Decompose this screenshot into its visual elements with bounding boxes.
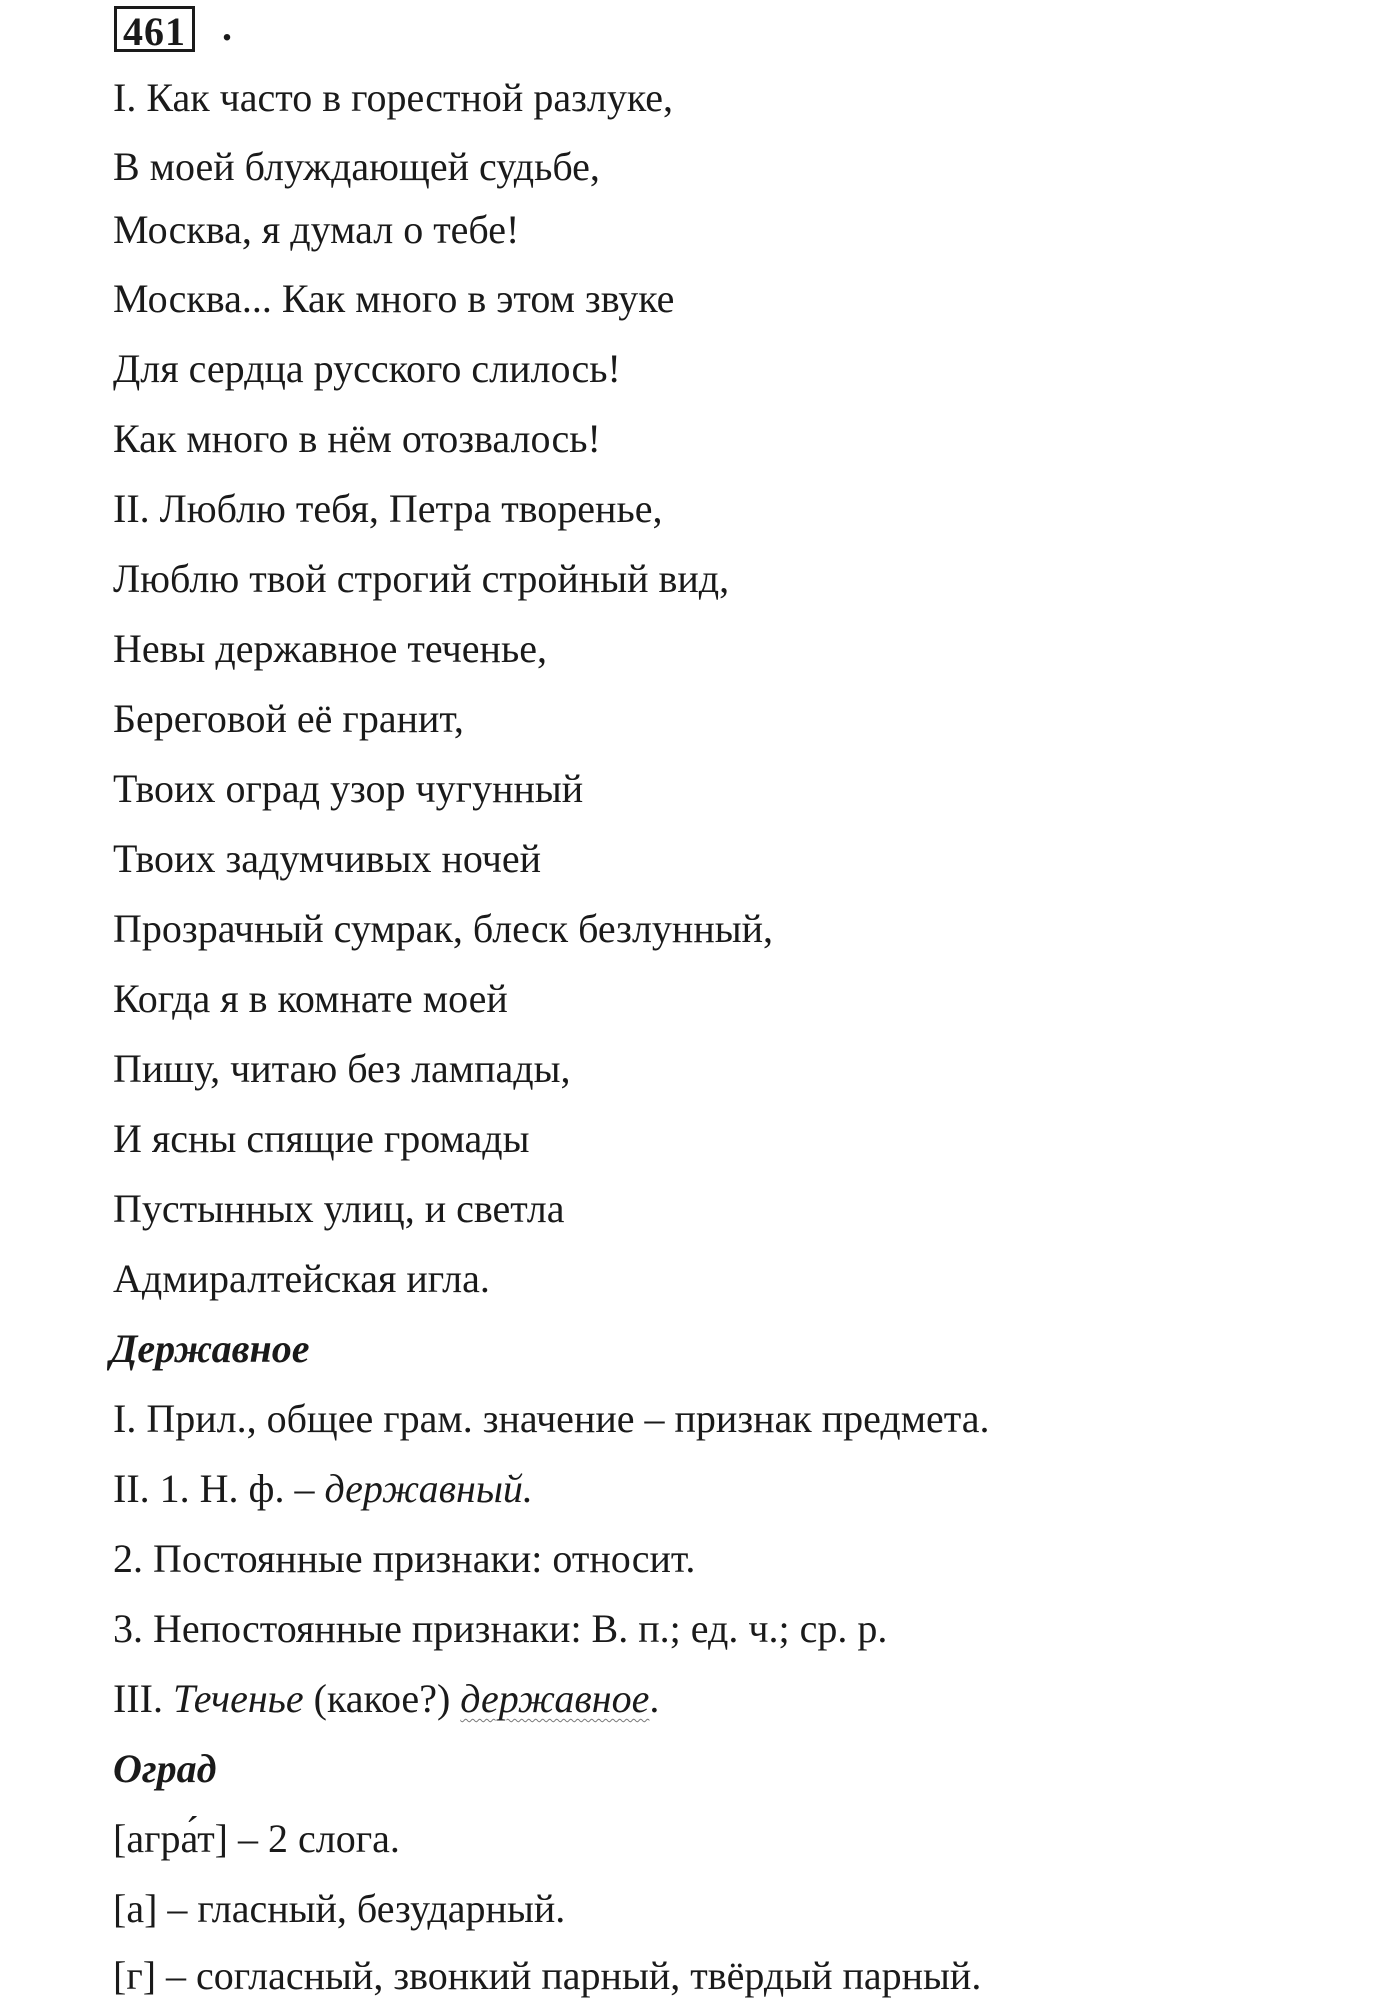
analysis-line: [а] – гласный, безударный. <box>113 1886 566 1931</box>
analysis-text: II. 1. Н. ф. – <box>113 1466 325 1511</box>
poem-line: Пишу, читаю без лампады, <box>113 1046 571 1091</box>
analysis-heading-derzhavnoe: Державное <box>110 1326 310 1371</box>
analysis-question: (какое?) <box>303 1676 461 1721</box>
poem-line: Твоих оград узор чугунный <box>113 766 584 811</box>
analysis-text: III. <box>113 1676 173 1721</box>
analysis-line <box>113 1465 533 1513</box>
analysis-line: [г] – согласный, звонкий парный, твёрдый парный. <box>113 1953 982 1998</box>
analysis-heading-ograd: Оград <box>113 1746 217 1791</box>
exercise-number-dot: . <box>222 4 232 49</box>
poem-line: Пустынных улиц, и светла <box>113 1186 565 1231</box>
poem-line: Как много в нём отозвалось! <box>113 416 601 461</box>
poem-line: Когда я в комнате моей <box>113 976 508 1021</box>
analysis-line: 2. Постоянные признаки: относит. <box>113 1536 696 1581</box>
analysis-line: I. Прил., общее грам. значение – признак предмета. <box>113 1396 990 1441</box>
analysis-adjective: державное <box>460 1676 650 1721</box>
analysis-text: . <box>649 1676 660 1721</box>
poem-line: Москва, я думал о тебе! <box>113 207 520 252</box>
poem-line: I. Как часто в горестной разлуке, <box>113 75 674 120</box>
analysis-noun: Теченье <box>172 1676 304 1721</box>
analysis-line: [агра́т] – 2 слога. <box>113 1816 400 1861</box>
poem-line: II. Люблю тебя, Петра творенье, <box>113 486 663 531</box>
analysis-line <box>113 1675 659 1723</box>
analysis-line: 3. Непостоянные признаки: В. п.; ед. ч.; ср. р. <box>113 1606 888 1651</box>
exercise-number: 461 <box>114 6 195 52</box>
poem-line: Адмиралтейская игла. <box>113 1256 490 1301</box>
poem-line: Для сердца русского слилось! <box>113 346 621 391</box>
poem-line: И ясны спящие громады <box>113 1116 530 1161</box>
poem-line: Невы державное теченье, <box>113 626 547 671</box>
poem-line: Москва... Как много в этом звуке <box>113 276 675 321</box>
poem-line: Твоих задумчивых ночей <box>113 836 542 881</box>
analysis-initial-form: державный. <box>324 1466 533 1511</box>
poem-line: Люблю твой строгий стройный вид, <box>113 556 730 601</box>
poem-line: В моей блуждающей судьбе, <box>113 144 600 189</box>
poem-line: Береговой её гранит, <box>113 696 464 741</box>
poem-line: Прозрачный сумрак, блеск безлунный, <box>113 906 774 951</box>
